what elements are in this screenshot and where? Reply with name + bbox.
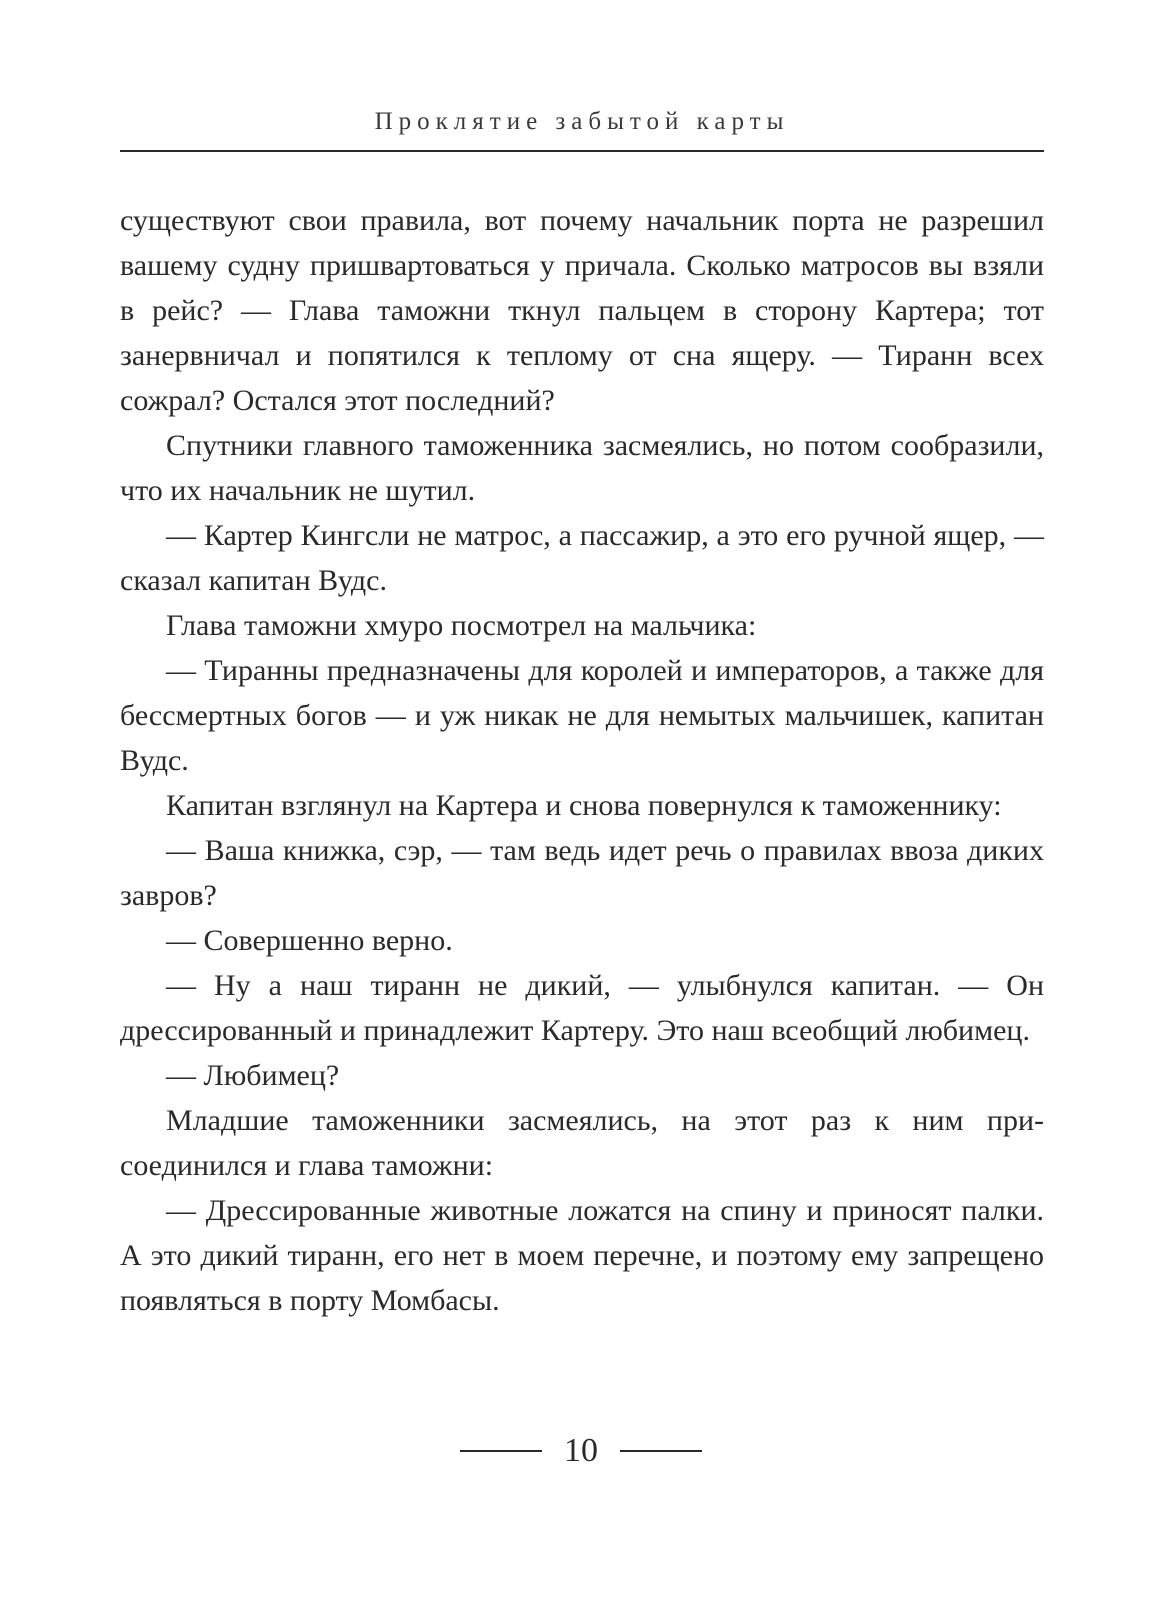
page-footer [0,1432,1162,1470]
paragraph-7: — Ваша книжка, сэр, — там ведь идет речь о правилах ввоза диких завров? [120,834,1044,912]
paragraph-12: — Дрессированные животные ложатся на спину и приносят палки. А это дикий тиранн, его нет в моем перечне, и поэтому ему запрещено появляться в порту Момбасы. [120,1194,1044,1317]
paragraph-6: Капитан взглянул на Картера и снова повернулся к таможеннику: [166,789,1002,822]
paragraph-4: Глава таможни хмуро посмотрел на мальчика: [166,609,757,642]
paragraph-11: Младшие таможенники засмеялись, на этот раз к ним присоединился и глава таможни: [120,1104,1044,1182]
paragraph-8: — Совершенно верно. [166,924,453,957]
folio-dash-left [460,1450,542,1452]
body-text [120,198,1044,1323]
paragraph-3: — Картер Кингсли не матрос, а пассажир, а это его ручной ящер, — сказал капитан Вудс. [120,519,1044,597]
running-header: Проклятие забытой карты [374,108,790,135]
paragraph-2: Спутники главного таможенника засмеялись, но потом сообразили, что их начальник не шутил. [120,429,1044,507]
paragraph-10: — Любимец? [166,1059,340,1092]
paragraph-5: — Тиранны предназначены для королей и императоров, а также для бессмертных богов — и уж никак не для немытых мальчишек, капитан Вудс. [120,654,1044,777]
paragraph-1: существуют свои правила, вот почему начальник порта не разрешил вашему судну пришвартоваться у причала. Сколько матросов вы взяли в рейс? — Глава таможни ткнул пальцем в сторону Картера; тот занервничал и попятился к теплому от сна ящеру. — Тиранн всех сожрал? Остался этот последний? [120,204,1044,417]
header-rule [120,150,1044,152]
page-number: 10 [564,1432,598,1469]
paragraph-9: — Ну а наш тиранн не дикий, — улыбнулся капитан. — Он дрессированный и принадлежит Картеру. Это наш всеобщий любимец. [120,969,1044,1047]
folio-dash-right [620,1450,702,1452]
